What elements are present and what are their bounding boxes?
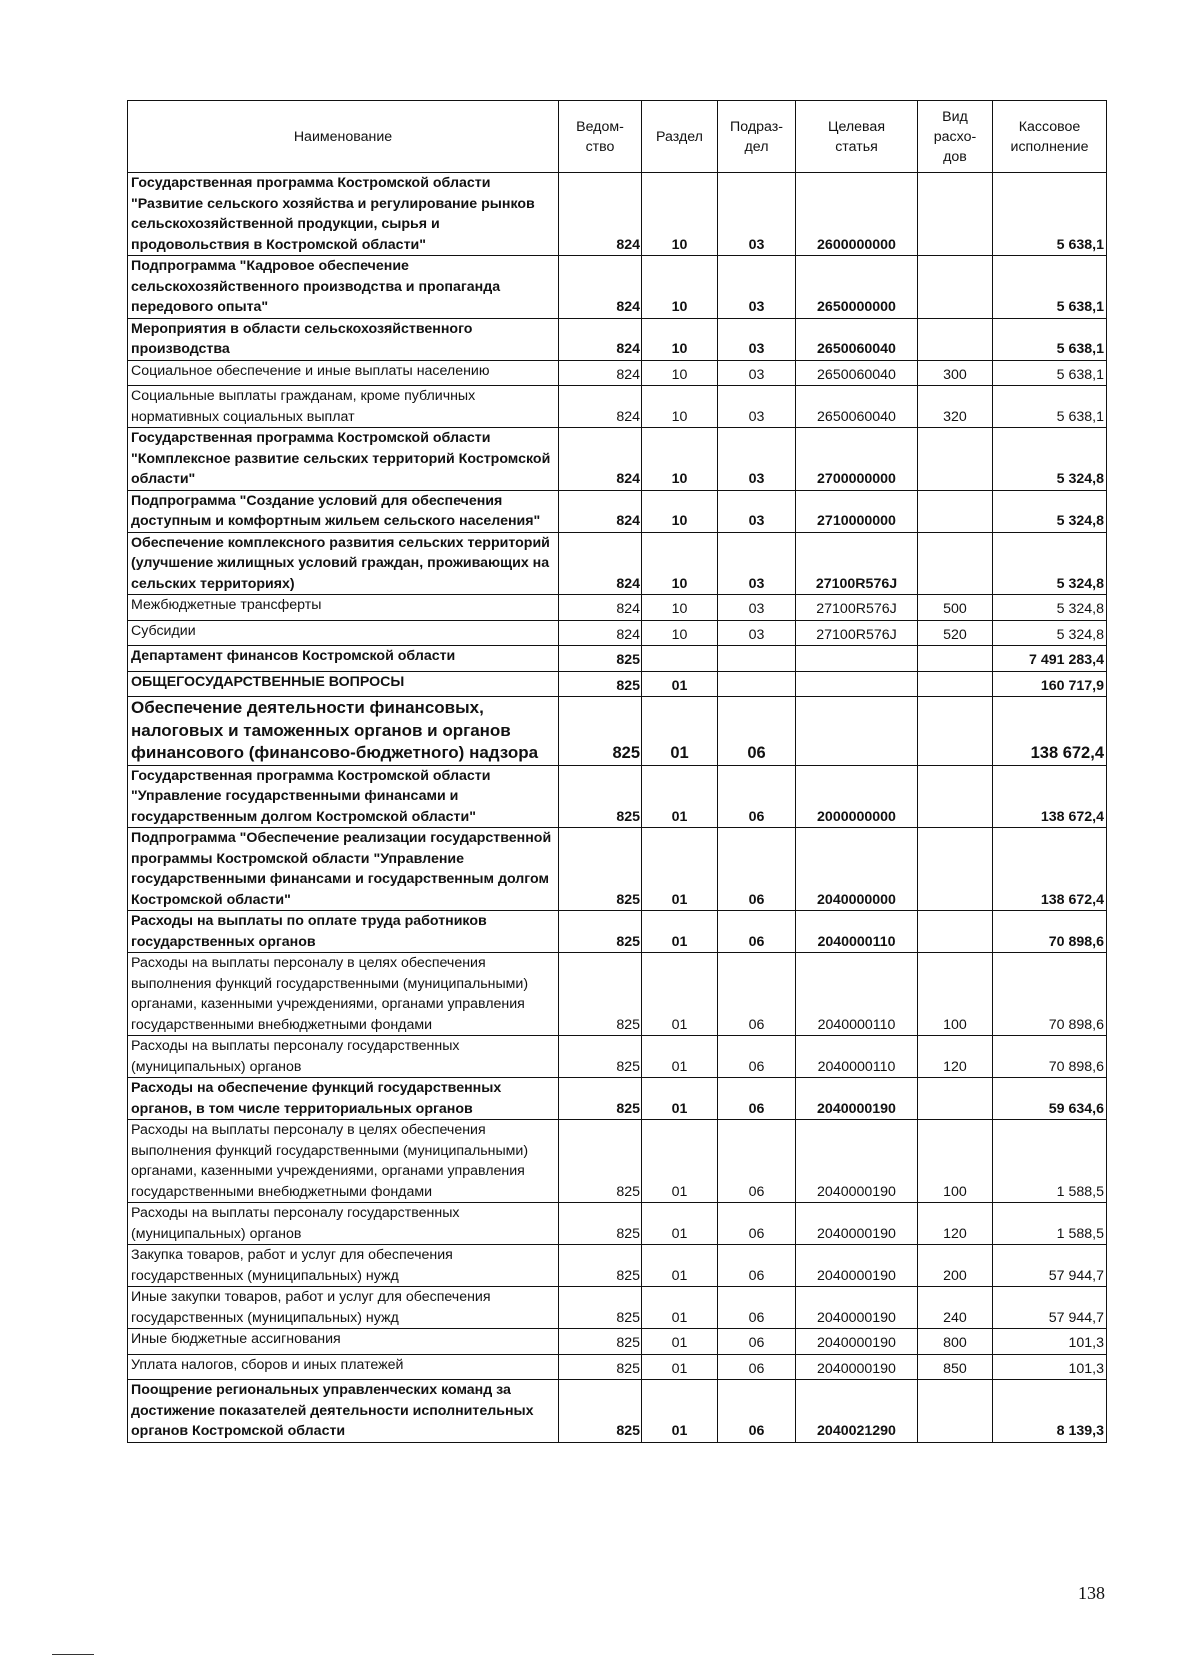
cell-dept: 824 (559, 360, 642, 386)
cell-dept: 825 (559, 911, 642, 953)
cell-target: 2040000110 (796, 911, 918, 953)
cell-kind: 300 (918, 360, 993, 386)
cell-section: 01 (642, 765, 718, 828)
cell-dept: 824 (559, 428, 642, 491)
cell-dept: 824 (559, 173, 642, 256)
cell-amount: 1 588,5 (993, 1203, 1107, 1245)
cell-target: 2710000000 (796, 490, 918, 532)
cell-section: 10 (642, 256, 718, 319)
cell-name: Обеспечение деятельности финансовых, налоговых и таможенных органов и органов финансового (финансово-бюджетного) надзора (128, 697, 559, 766)
cell-dept: 825 (559, 1203, 642, 1245)
table-row (128, 386, 1107, 428)
cell-kind: 100 (918, 953, 993, 1036)
cell-name: Расходы на выплаты персоналу государственных (муниципальных) органов (128, 1203, 559, 1245)
cell-name: ОБЩЕГОСУДАРСТВЕННЫЕ ВОПРОСЫ (128, 671, 559, 697)
cell-name: Межбюджетные трансферты (128, 595, 559, 621)
table-row (128, 318, 1107, 360)
cell-target (796, 646, 918, 672)
cell-amount: 1 588,5 (993, 1120, 1107, 1203)
cell-dept: 825 (559, 1120, 642, 1203)
cell-subsection: 06 (718, 1287, 796, 1329)
cell-section: 10 (642, 490, 718, 532)
cell-amount: 70 898,6 (993, 953, 1107, 1036)
cell-section: 01 (642, 1245, 718, 1287)
cell-kind (918, 532, 993, 595)
cell-section: 01 (642, 1287, 718, 1329)
cell-amount: 5 638,1 (993, 360, 1107, 386)
cell-section (642, 646, 718, 672)
cell-amount: 5 324,8 (993, 490, 1107, 532)
cell-subsection: 06 (718, 911, 796, 953)
header-amount: Кассовое исполнение (993, 101, 1107, 173)
cell-target: 2650060040 (796, 386, 918, 428)
cell-amount: 138 672,4 (993, 828, 1107, 911)
table-row (128, 1245, 1107, 1287)
cell-subsection: 03 (718, 360, 796, 386)
cell-amount: 57 944,7 (993, 1245, 1107, 1287)
cell-section: 01 (642, 911, 718, 953)
header-target: Целевая статья (796, 101, 918, 173)
cell-name: Расходы на обеспечение функций государственных органов, в том числе территориальных органов (128, 1078, 559, 1120)
cell-dept: 825 (559, 646, 642, 672)
cell-subsection: 03 (718, 318, 796, 360)
cell-section: 10 (642, 318, 718, 360)
cell-name: Государственная программа Костромской области "Развитие сельского хозяйства и регулирование рынков сельскохозяйственной продукции, сырья и продовольствия в Костромской области" (128, 173, 559, 256)
cell-dept: 825 (559, 1287, 642, 1329)
cell-kind (918, 256, 993, 319)
cell-section: 01 (642, 1354, 718, 1380)
cell-amount: 59 634,6 (993, 1078, 1107, 1120)
cell-section: 01 (642, 1203, 718, 1245)
table-row (128, 1380, 1107, 1443)
cell-dept: 825 (559, 765, 642, 828)
cell-amount: 7 491 283,4 (993, 646, 1107, 672)
cell-target: 2650060040 (796, 360, 918, 386)
cell-target: 27100R576J (796, 620, 918, 646)
cell-subsection (718, 646, 796, 672)
cell-kind (918, 490, 993, 532)
cell-subsection: 03 (718, 256, 796, 319)
header-kind: Вид расхо- дов (918, 101, 993, 173)
cell-name: Расходы на выплаты по оплате труда работников государственных органов (128, 911, 559, 953)
cell-section: 10 (642, 428, 718, 491)
cell-kind (918, 318, 993, 360)
cell-target: 27100R576J (796, 595, 918, 621)
cell-kind: 200 (918, 1245, 993, 1287)
cell-subsection: 06 (718, 1120, 796, 1203)
cell-name: Расходы на выплаты персоналу в целях обеспечения выполнения функций государственными (муниципальными) органами, казенными учреждениями, органами управления государственными внебюджетными фондами (128, 953, 559, 1036)
table-row (128, 1329, 1107, 1355)
cell-name: Обеспечение комплексного развития сельских территорий (улучшение жилищных условий граждан, проживающих на сельских территориях) (128, 532, 559, 595)
cell-name: Социальное обеспечение и иные выплаты населению (128, 360, 559, 386)
cell-subsection: 06 (718, 1354, 796, 1380)
cell-subsection: 03 (718, 532, 796, 595)
cell-amount: 5 324,8 (993, 532, 1107, 595)
table-row (128, 1036, 1107, 1078)
cell-kind: 500 (918, 595, 993, 621)
cell-dept: 825 (559, 828, 642, 911)
cell-section: 01 (642, 1120, 718, 1203)
cell-target: 2040000190 (796, 1078, 918, 1120)
cell-kind: 320 (918, 386, 993, 428)
cell-kind (918, 671, 993, 697)
table-row (128, 953, 1107, 1036)
cell-dept: 824 (559, 595, 642, 621)
table-row (128, 360, 1107, 386)
header-section: Раздел (642, 101, 718, 173)
cell-name: Иные бюджетные ассигнования (128, 1329, 559, 1355)
cell-subsection: 06 (718, 765, 796, 828)
cell-section: 01 (642, 828, 718, 911)
cell-amount: 5 638,1 (993, 173, 1107, 256)
cell-dept: 824 (559, 256, 642, 319)
cell-amount: 5 324,8 (993, 428, 1107, 491)
cell-section: 10 (642, 595, 718, 621)
table-row (128, 173, 1107, 256)
cell-dept: 824 (559, 386, 642, 428)
cell-name: Социальные выплаты гражданам, кроме публичных нормативных социальных выплат (128, 386, 559, 428)
corner-mark (52, 1654, 94, 1655)
cell-target: 27100R576J (796, 532, 918, 595)
cell-target: 2040021290 (796, 1380, 918, 1443)
cell-target: 2000000000 (796, 765, 918, 828)
cell-amount: 70 898,6 (993, 911, 1107, 953)
cell-section: 01 (642, 1036, 718, 1078)
cell-section: 01 (642, 1380, 718, 1443)
cell-dept: 825 (559, 953, 642, 1036)
cell-target (796, 671, 918, 697)
cell-name: Расходы на выплаты персоналу государственных (муниципальных) органов (128, 1036, 559, 1078)
cell-kind (918, 697, 993, 766)
cell-amount: 5 638,1 (993, 318, 1107, 360)
cell-amount: 57 944,7 (993, 1287, 1107, 1329)
cell-amount: 5 324,8 (993, 595, 1107, 621)
cell-name: Подпрограмма "Кадровое обеспечение сельскохозяйственного производства и пропаганда передового опыта" (128, 256, 559, 319)
cell-subsection: 03 (718, 595, 796, 621)
table-row (128, 765, 1107, 828)
cell-section: 10 (642, 386, 718, 428)
table-row (128, 595, 1107, 621)
cell-target: 2600000000 (796, 173, 918, 256)
cell-name: Департамент финансов Костромской области (128, 646, 559, 672)
header-name: Наименование (128, 101, 559, 173)
cell-dept: 825 (559, 671, 642, 697)
cell-amount: 70 898,6 (993, 1036, 1107, 1078)
cell-dept: 825 (559, 1036, 642, 1078)
cell-kind (918, 646, 993, 672)
header-dept: Ведом- ство (559, 101, 642, 173)
cell-dept: 824 (559, 318, 642, 360)
cell-amount: 101,3 (993, 1329, 1107, 1355)
cell-subsection: 06 (718, 1203, 796, 1245)
cell-section: 10 (642, 360, 718, 386)
cell-name: Субсидии (128, 620, 559, 646)
cell-subsection: 03 (718, 490, 796, 532)
cell-name: Поощрение региональных управленческих команд за достижение показателей деятельности исполнительных органов Костромской области (128, 1380, 559, 1443)
cell-amount: 5 638,1 (993, 386, 1107, 428)
cell-dept: 825 (559, 1329, 642, 1355)
cell-dept: 824 (559, 620, 642, 646)
cell-section: 10 (642, 532, 718, 595)
table-row (128, 1078, 1107, 1120)
table-row (128, 1287, 1107, 1329)
cell-kind (918, 1380, 993, 1443)
cell-kind: 520 (918, 620, 993, 646)
cell-kind (918, 911, 993, 953)
cell-target: 2040000110 (796, 1036, 918, 1078)
table-row (128, 1120, 1107, 1203)
cell-dept: 825 (559, 1380, 642, 1443)
table-row (128, 532, 1107, 595)
cell-target: 2700000000 (796, 428, 918, 491)
cell-section: 01 (642, 1329, 718, 1355)
cell-subsection: 06 (718, 1245, 796, 1287)
cell-section: 01 (642, 1078, 718, 1120)
cell-section: 10 (642, 173, 718, 256)
table-row (128, 646, 1107, 672)
cell-target: 2040000190 (796, 1245, 918, 1287)
cell-subsection: 06 (718, 1329, 796, 1355)
cell-target: 2040000000 (796, 828, 918, 911)
cell-section: 01 (642, 953, 718, 1036)
cell-subsection (718, 671, 796, 697)
table-header (128, 101, 1107, 173)
cell-name: Закупка товаров, работ и услуг для обеспечения государственных (муниципальных) нужд (128, 1245, 559, 1287)
cell-amount: 5 638,1 (993, 256, 1107, 319)
cell-subsection: 06 (718, 1036, 796, 1078)
cell-dept: 825 (559, 1078, 642, 1120)
cell-dept: 825 (559, 1245, 642, 1287)
table-row (128, 428, 1107, 491)
table-row (128, 911, 1107, 953)
cell-amount: 101,3 (993, 1354, 1107, 1380)
cell-target: 2040000190 (796, 1203, 918, 1245)
table-row (128, 256, 1107, 319)
cell-dept: 825 (559, 697, 642, 766)
cell-kind: 120 (918, 1036, 993, 1078)
cell-name: Государственная программа Костромской области "Управление государственными финансами и государственным долгом Костромской области" (128, 765, 559, 828)
table-body (128, 173, 1107, 1443)
cell-name: Иные закупки товаров, работ и услуг для обеспечения государственных (муниципальных) нужд (128, 1287, 559, 1329)
cell-amount: 160 717,9 (993, 671, 1107, 697)
cell-amount: 138 672,4 (993, 697, 1107, 766)
cell-section: 01 (642, 671, 718, 697)
cell-subsection: 03 (718, 620, 796, 646)
cell-kind: 100 (918, 1120, 993, 1203)
budget-execution-table (127, 100, 1107, 1443)
cell-kind: 800 (918, 1329, 993, 1355)
cell-target: 2040000190 (796, 1120, 918, 1203)
table-row (128, 1203, 1107, 1245)
cell-name: Уплата налогов, сборов и иных платежей (128, 1354, 559, 1380)
cell-kind: 850 (918, 1354, 993, 1380)
page-number: 138 (1078, 1583, 1105, 1603)
cell-target: 2650060040 (796, 318, 918, 360)
cell-kind (918, 173, 993, 256)
cell-amount: 138 672,4 (993, 765, 1107, 828)
cell-subsection: 06 (718, 1078, 796, 1120)
cell-name: Расходы на выплаты персоналу в целях обеспечения выполнения функций государственными (муниципальными) органами, казенными учреждениями, органами управления государственными внебюджетными фондами (128, 1120, 559, 1203)
cell-target: 2040000190 (796, 1329, 918, 1355)
header-subsection: Подраз- дел (718, 101, 796, 173)
cell-dept: 825 (559, 1354, 642, 1380)
cell-kind (918, 428, 993, 491)
cell-target: 2650000000 (796, 256, 918, 319)
table-row (128, 1354, 1107, 1380)
cell-name: Подпрограмма "Создание условий для обеспечения доступным и комфортным жильем сельского населения" (128, 490, 559, 532)
cell-dept: 824 (559, 532, 642, 595)
cell-kind (918, 828, 993, 911)
cell-amount: 8 139,3 (993, 1380, 1107, 1443)
cell-subsection: 03 (718, 428, 796, 491)
cell-section: 01 (642, 697, 718, 766)
table-row (128, 828, 1107, 911)
cell-subsection: 06 (718, 1380, 796, 1443)
cell-target: 2040000110 (796, 953, 918, 1036)
cell-subsection: 06 (718, 697, 796, 766)
cell-subsection: 03 (718, 386, 796, 428)
cell-dept: 824 (559, 490, 642, 532)
table-row (128, 490, 1107, 532)
table-row (128, 671, 1107, 697)
cell-target (796, 697, 918, 766)
cell-name: Мероприятия в области сельскохозяйственного производства (128, 318, 559, 360)
cell-kind: 120 (918, 1203, 993, 1245)
cell-section: 10 (642, 620, 718, 646)
table-row (128, 620, 1107, 646)
cell-kind (918, 1078, 993, 1120)
cell-target: 2040000190 (796, 1354, 918, 1380)
cell-name: Подпрограмма "Обеспечение реализации государственной программы Костромской области "Управление государственными финансами и государственным долгом Костромской области" (128, 828, 559, 911)
table-row (128, 697, 1107, 766)
cell-subsection: 06 (718, 953, 796, 1036)
cell-name: Государственная программа Костромской области "Комплексное развитие сельских территорий Костромской области" (128, 428, 559, 491)
cell-amount: 5 324,8 (993, 620, 1107, 646)
cell-subsection: 03 (718, 173, 796, 256)
cell-kind (918, 765, 993, 828)
cell-target: 2040000190 (796, 1287, 918, 1329)
cell-kind: 240 (918, 1287, 993, 1329)
cell-subsection: 06 (718, 828, 796, 911)
